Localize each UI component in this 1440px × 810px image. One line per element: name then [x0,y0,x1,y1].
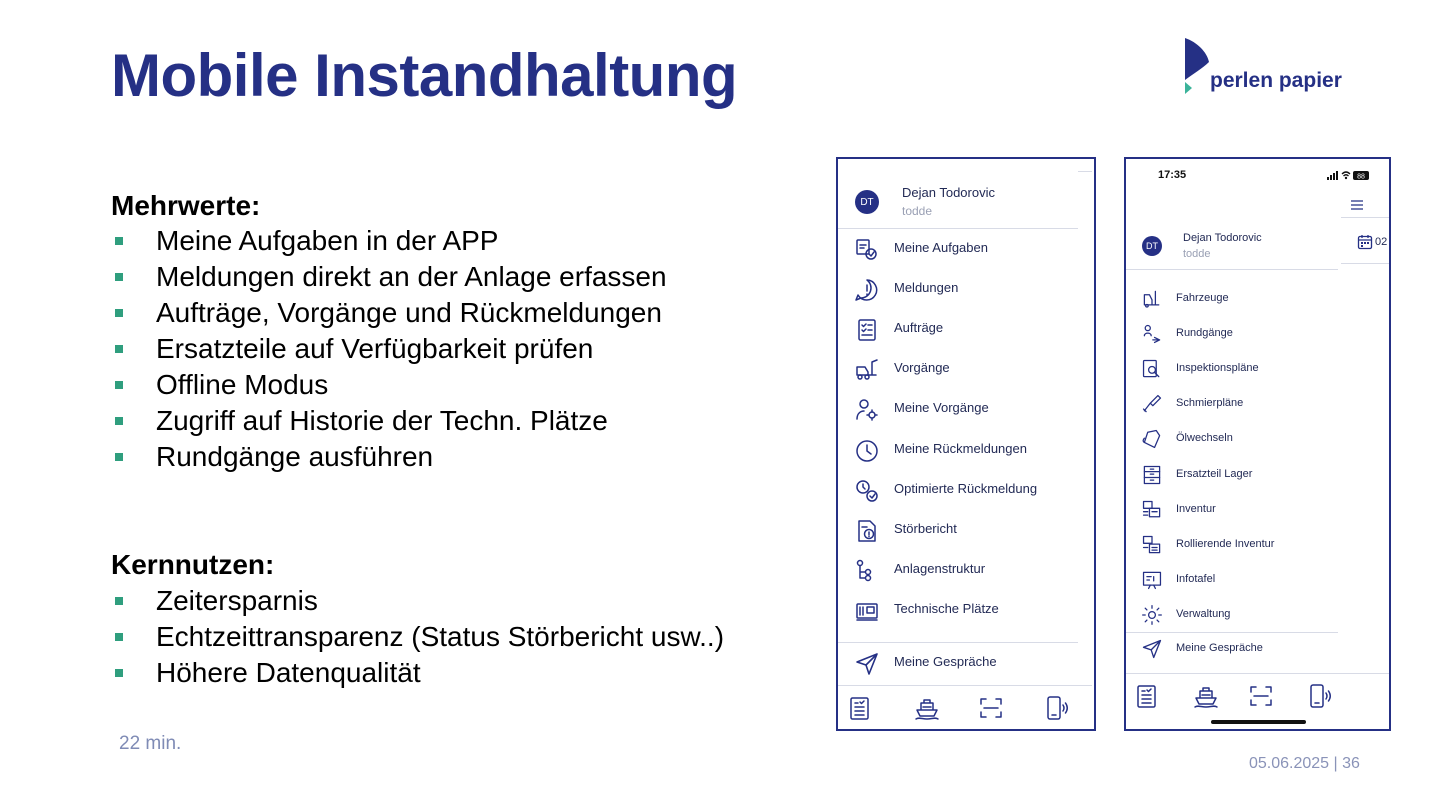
boat-tab-button[interactable] [1193,683,1219,709]
menu-item-label: Meine Vorgänge [894,400,989,416]
user-gear-icon [854,397,880,423]
phone-screenshot-menu-1 [836,157,1096,731]
phone-screenshot-menu-2 [1124,157,1391,731]
list-item [111,620,724,656]
kernnutzen-heading: Kernnutzen: [111,549,275,580]
oil-icon [1141,428,1163,450]
list-item [111,332,667,368]
bullet-text: Meldungen direkt an der Anlage erfassen [156,261,667,292]
list-item [111,440,667,476]
nfc-tab-icon [1043,695,1069,721]
menu-item-fahrzeuge[interactable] [1126,283,1338,318]
perlen-papier-logo [1183,36,1363,98]
menu-item-infotafel[interactable] [1126,564,1338,599]
divider [838,685,1092,686]
menu-item-label: Störbericht [894,520,957,536]
boat-tab-icon [1193,683,1219,709]
forklift-icon [854,357,880,383]
menu-item-label: Ölwechseln [1176,432,1233,445]
bullet-text: Zugriff auf Historie der Techn. Plätze [156,405,608,436]
scan-tab-button[interactable] [978,695,1004,721]
scan-tab-button[interactable] [1248,683,1274,709]
menu-item-stoerbericht[interactable] [838,510,1078,550]
menu-item-label: Optimierte Rückmeldung [894,480,1038,496]
status-time: 17:35 [1158,169,1187,181]
nfc-tab-icon [1306,683,1332,709]
date-fragment: 02 [1375,236,1388,248]
menu-item-label: Aufträge [894,320,944,336]
inspection-icon [1141,358,1163,380]
menu-item-label: Fahrzeuge [1176,292,1229,304]
optimize-icon [854,478,880,504]
round-icon [1141,323,1163,345]
list-tab-icon [847,695,873,721]
user-name: Dejan Todorovic [902,185,995,200]
menu-item-anlagenstruktur[interactable] [838,550,1078,590]
list-item [111,404,667,440]
bullet-text: Rundgänge ausführen [156,441,434,472]
menu-item-meine-vorgaenge[interactable] [838,389,1078,429]
rolling-inventory-icon [1141,534,1163,556]
menu-item-label: Meine Gespräche [1176,642,1263,654]
menu-item-label: Anlagenstruktur [894,560,986,576]
status-icons [1327,169,1371,181]
menu-item-label: Inventur [1176,502,1216,515]
avatar: DT [855,190,879,214]
menu-item-verwaltung[interactable] [1126,599,1338,634]
nfc-tab-button[interactable] [1306,683,1332,709]
board-icon [1141,569,1163,591]
divider [1078,171,1092,172]
menu-item-meine-gespraeche[interactable] [1126,633,1338,668]
report-icon [854,518,880,544]
vehicle-icon [1141,288,1163,310]
bullet-square-icon [115,345,123,353]
bullet-text: Aufträge, Vorgänge und Rückmeldungen [156,297,662,328]
menu-item-optimierte-rueckmeldung[interactable] [838,470,1078,510]
menu-item-ersatzteil-lager[interactable] [1126,459,1338,494]
duration-note: 22 min. [119,733,182,754]
send-icon [854,651,880,677]
menu-item-auftraege[interactable] [838,309,1078,349]
menu-item-meine-gespraeche[interactable] [838,643,1078,683]
menu-item-label: Inspektionspläne [1176,362,1259,375]
boat-tab-button[interactable] [914,695,940,721]
list-item [111,224,667,260]
menu-item-label: Infotafel [1176,572,1216,585]
bullet-square-icon [115,237,123,245]
divider [1341,263,1389,264]
grease-icon [1141,393,1163,415]
bullet-square-icon [115,273,123,281]
menu-item-rundgaenge[interactable] [1126,318,1338,353]
menu-item-label: Meine Rückmeldungen [894,440,1027,456]
menu-item-inventur[interactable] [1126,494,1338,529]
bullet-square-icon [115,417,123,425]
menu-item-schmierplaene[interactable] [1126,388,1338,423]
menu-item-meine-rueckmeldungen[interactable] [838,430,1078,470]
bullet-text: Zeitersparnis [156,585,318,616]
list-tab-button[interactable] [847,695,873,721]
logo-mark-icon [1183,36,1213,96]
user-name: Dejan Todorovic [1183,232,1262,244]
menu-item-label: Verwaltung [1176,607,1231,620]
scan-tab-icon [1248,683,1274,709]
bullet-text: Echtzeittransparenz (Status Störbericht usw..) [156,621,725,652]
list-item [111,584,724,620]
list-tab-icon [1134,683,1160,709]
divider [1126,673,1389,674]
bullet-text: Meine Aufgaben in der APP [156,225,499,256]
logo-text: perlen papier [1210,69,1342,92]
menu-item-oelwechseln[interactable] [1126,423,1338,458]
menu-item-inspektionsplaene[interactable] [1126,353,1338,388]
checklist-icon [854,317,880,343]
menu-item-label: Meldungen [894,280,959,296]
bullet-text: Höhere Datenqualität [156,657,421,688]
user-login: todde [902,204,933,218]
hierarchy-icon [854,558,880,584]
menu-item-label: Rundgänge [1176,327,1233,340]
menu-item-label: Rollierende Inventur [1176,537,1275,550]
send-icon [1141,638,1163,660]
bottom-tab-bar [838,689,1092,729]
user-login: todde [1183,248,1211,260]
list-item [111,296,667,332]
storage-icon [1141,464,1163,486]
home-indicator [1211,720,1306,724]
menu-item-label: Ersatzteil Lager [1176,467,1253,480]
mehrwerte-list [111,224,667,476]
bullet-square-icon [115,633,123,641]
bullet-text: Ersatzteile auf Verfügbarkeit prüfen [156,333,594,364]
slide-footer: 05.06.2025 | 36 [1249,755,1360,772]
clock-icon [854,438,880,464]
bullet-square-icon [115,597,123,605]
bullet-square-icon [115,669,123,677]
nfc-tab-button[interactable] [1043,695,1069,721]
inventory-icon [1141,499,1163,521]
scan-tab-icon [978,695,1004,721]
list-item [111,656,724,692]
calendar-icon [1357,234,1373,250]
menu-item-rollierende-inventur[interactable] [1126,529,1338,564]
menu-item-label: Schmierpläne [1176,397,1244,410]
menu-item-label: Technische Plätze [894,600,999,616]
bullet-square-icon [115,381,123,389]
divider [1126,269,1338,270]
menu-item-vorgaenge[interactable] [838,349,1078,389]
machine-icon [854,598,880,624]
menu-item-technische-plaetze[interactable] [838,590,1078,630]
list-item [111,260,667,296]
kernnutzen-list [111,584,724,692]
hamburger-menu-icon[interactable] [1350,199,1364,211]
menu-item-label: Vorgänge [894,360,950,376]
bullet-text: Offline Modus [156,369,329,400]
slide-title: Mobile Instandhaltung [111,42,738,109]
mehrwerte-heading: Mehrwerte: [111,190,261,221]
menu-item-label: Meine Gespräche [894,654,997,669]
list-tab-button[interactable] [1134,683,1160,709]
bullet-square-icon [115,309,123,317]
divider [1341,217,1389,218]
menu-item-meine-aufgaben[interactable] [838,229,1078,269]
bullet-square-icon [115,453,123,461]
alert-icon [854,277,880,303]
menu-item-meldungen[interactable] [838,269,1078,309]
tasks-icon [854,237,880,263]
list-item [111,368,667,404]
gear-icon [1141,604,1163,626]
avatar: DT [1142,236,1162,256]
battery-level: 88 [1357,173,1365,181]
menu-item-label: Meine Aufgaben [894,240,988,255]
boat-tab-icon [914,695,940,721]
